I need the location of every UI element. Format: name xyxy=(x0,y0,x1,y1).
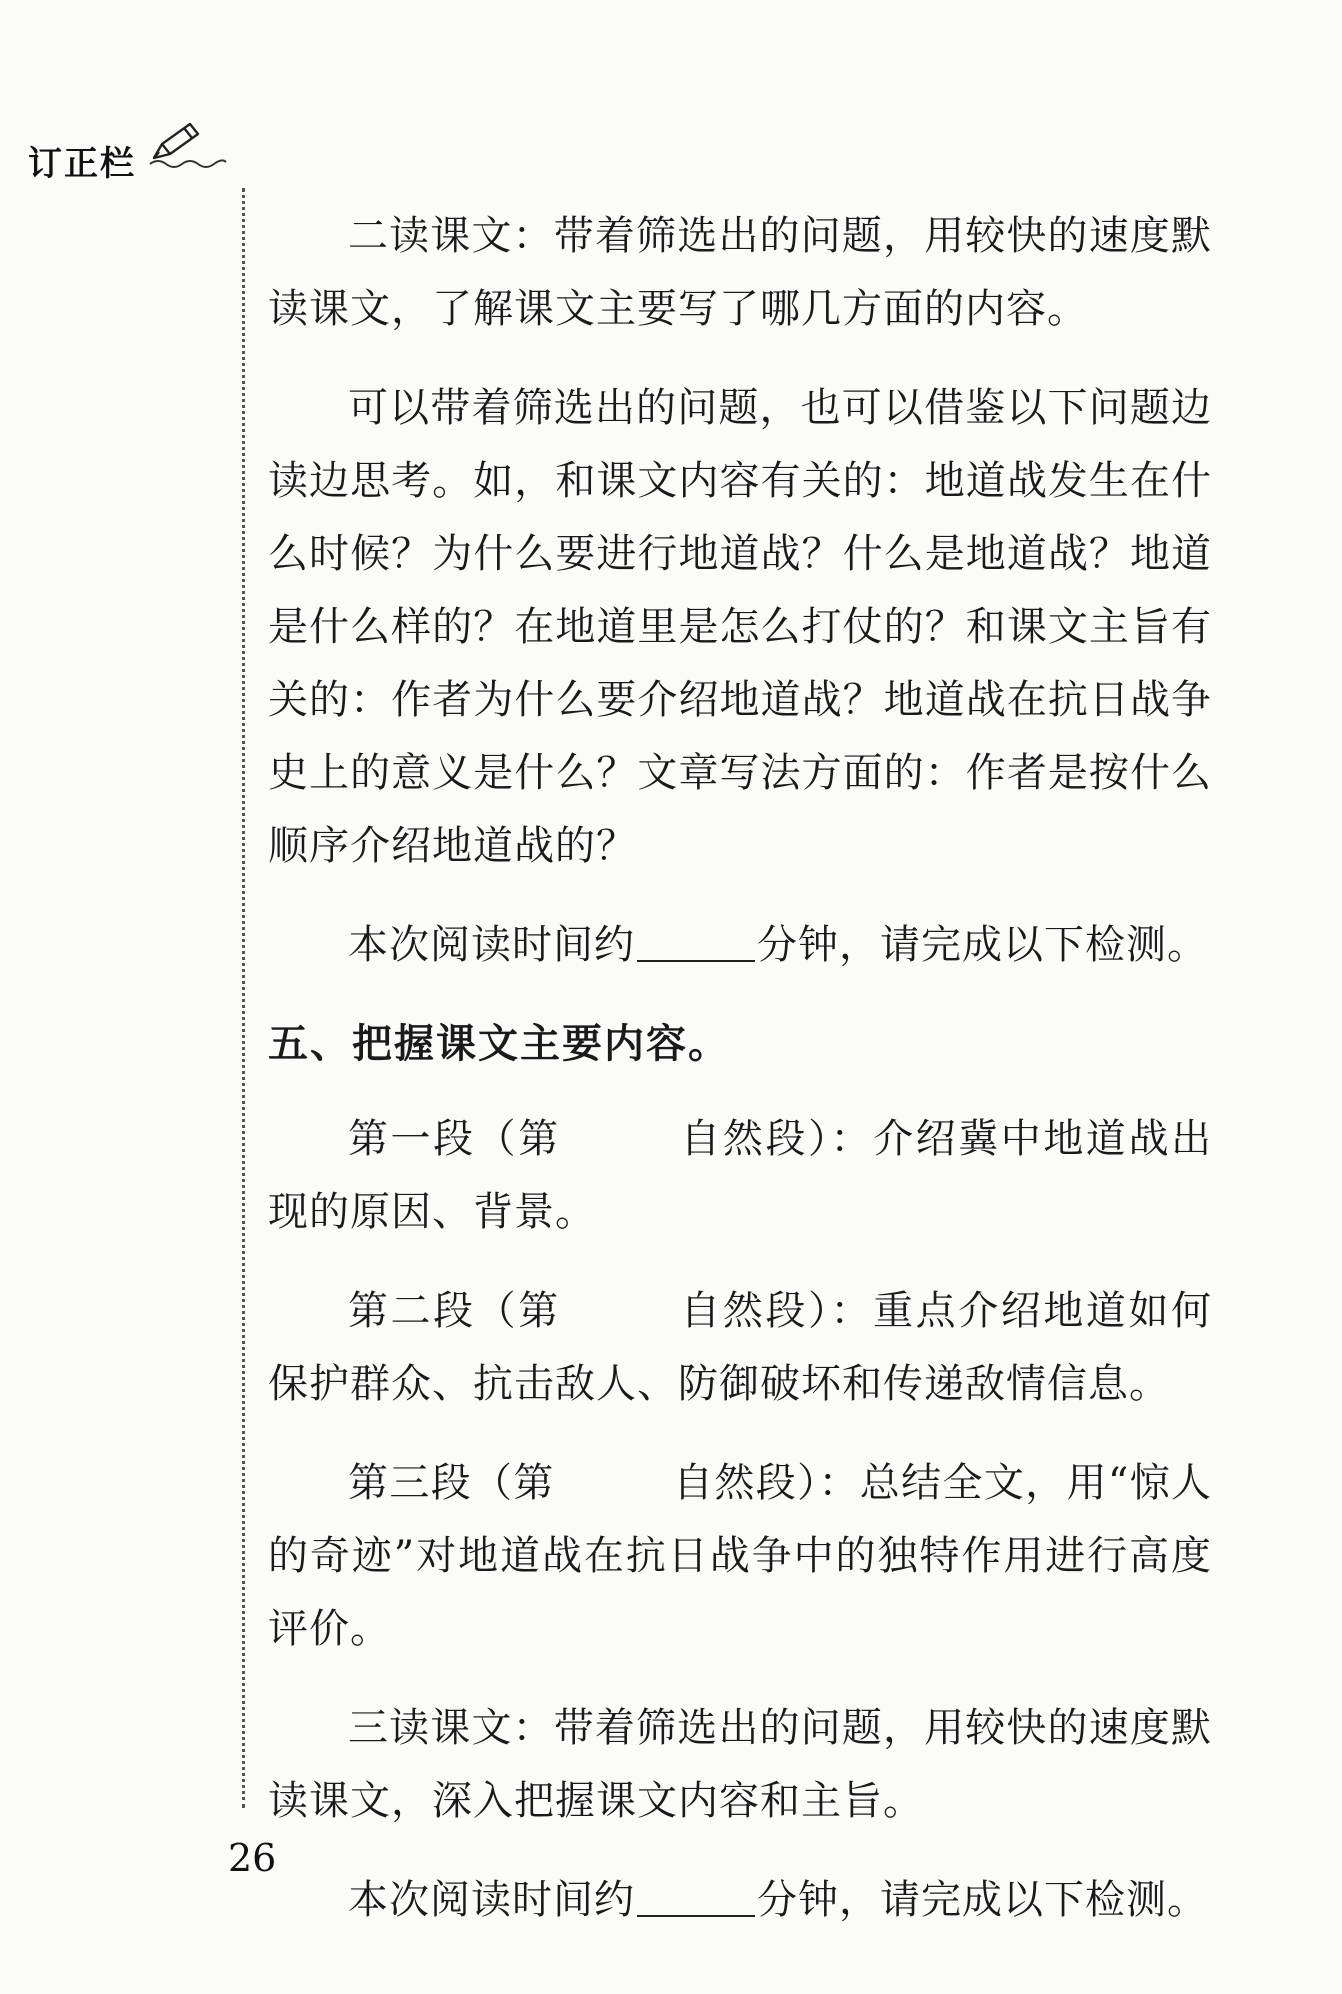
segment-two xyxy=(268,1275,1212,1421)
reading-time-suffix: 分钟，请完成以下检测。 xyxy=(757,1877,1208,1923)
segment-three-text: 自然段）：总结全文，用“惊人的奇迹”对地道战在抗日战争中的独特作用进行高度评价。 xyxy=(268,1460,1213,1652)
reading-time-prefix: 本次阅读时间约 xyxy=(348,1877,635,1923)
reading-time-suffix: 分钟，请完成以下检测。 xyxy=(757,922,1208,968)
segment-two-text: 自然段）：重点介绍地道如何保护群众、抗击敌人、防御破坏和传递敌情信息。 xyxy=(268,1288,1213,1407)
reading-time-blank-2[interactable] xyxy=(637,1875,755,1917)
reading-time-blank-1[interactable] xyxy=(637,920,755,962)
paragraph-second-reading: 二读课文：带着筛选出的问题，用较快的速度默读课文，了解课文主要写了哪几方面的内容。 xyxy=(268,213,1212,332)
section-heading-five: 五、把握课文主要内容。 xyxy=(268,1021,730,1067)
reading-time-prefix: 本次阅读时间约 xyxy=(348,922,635,968)
segment-three-prefix: 第三段（第 xyxy=(348,1460,555,1506)
page-number: 26 xyxy=(228,1836,277,1880)
paragraph-third-reading: 三读课文：带着筛选出的问题，用较快的速度默读课文，深入把握课文内容和主旨。 xyxy=(268,1705,1212,1824)
paragraph-guiding-questions: 可以带着筛选出的问题，也可以借鉴以下问题边读边思考。如，和课文内容有关的：地道战发生在什么时候？为什么要进行地道战？什么是地道战？地道是什么样的？在地道里是怎么打仗的？和课文主旨有关的：作者为什么要介绍地道战？地道战在抗日战争史上的意义是什么？文章写法方面的：作者是按什么顺序介绍地道战的？ xyxy=(268,385,1212,869)
segment-three xyxy=(268,1447,1212,1666)
pencil-icon xyxy=(148,118,228,174)
reading-time-line-1 xyxy=(268,909,1212,982)
segment-two-prefix: 第二段（第 xyxy=(348,1288,561,1334)
segment-one-text: 自然段）：介绍冀中地道战出现的原因、背景。 xyxy=(268,1116,1213,1235)
segment-one-prefix: 第一段（第 xyxy=(348,1116,561,1162)
segment-one xyxy=(268,1103,1212,1249)
margin-divider xyxy=(242,188,245,1808)
main-text xyxy=(268,200,1212,1963)
reading-time-line-2 xyxy=(268,1864,1212,1937)
margin-label: 订正栏 xyxy=(28,144,136,184)
